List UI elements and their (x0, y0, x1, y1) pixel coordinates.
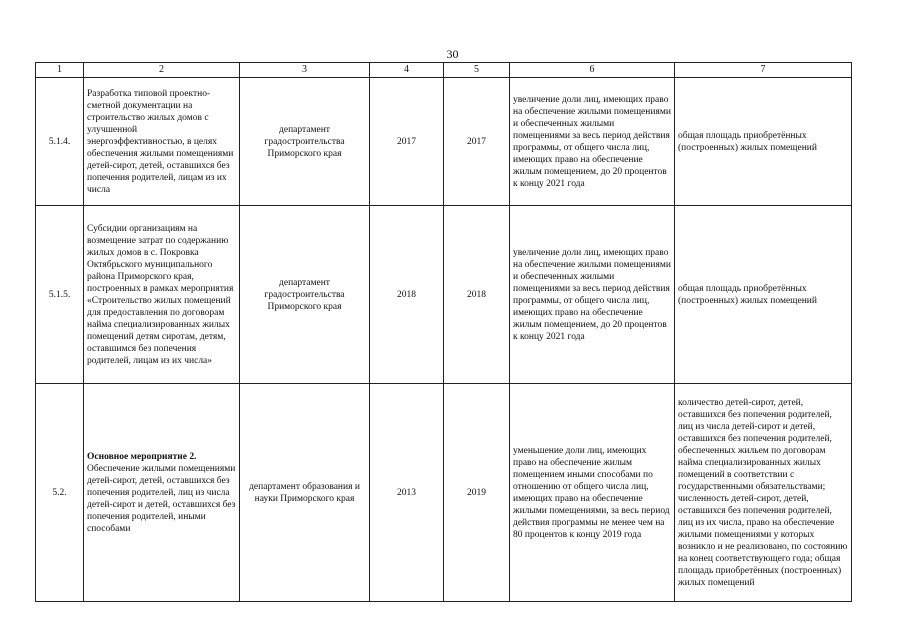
column-number-row (36, 63, 852, 78)
row-number: 5.1.4. (36, 78, 84, 206)
column-number: 2 (84, 63, 240, 78)
expected-result: уменьшение доли лиц, имеющих право на обеспечение жилым помещением иными способами по отношению от общего числа лиц, имеющих право на обеспечение жилыми помещениями, за весь период действия программы не менее чем на 80 процентов к концу 2019 года (510, 384, 675, 602)
table-row (36, 206, 852, 384)
measure-description (84, 206, 240, 384)
page-number: 30 (446, 47, 459, 61)
expected-result: увеличение доли лиц, имеющих право на обеспечение жилыми помещениями и обеспеченных жилыми помещениями за весь период действия программы, от общего числа лиц, имеющих право на обеспечение жилым помещением, до 20 процентов к концу 2021 года (510, 78, 675, 206)
table-row (36, 384, 852, 602)
year-end: 2018 (444, 206, 510, 384)
measure-description-text: Разработка типовой проектно-сметной документации на строительство жилых домов с улучшенной энергоэффективностью, в целях обеспечения жилыми помещениями детей-сирот, детей, оставшихся без попечения родителей, лицам из их числа (87, 88, 234, 195)
executor: департамент градостроительства Приморского края (240, 206, 370, 384)
year-end: 2019 (444, 384, 510, 602)
column-number: 5 (444, 63, 510, 78)
program-table (35, 62, 852, 602)
indicator: количество детей-сирот, детей, оставшихся без попечения родителей, лиц из числа детей-сирот и детей, оставшихся без попечения родителей, обеспеченных жильем по договорам найма специализированных жилых помещений в соответствии с государственными обязательствами; численность детей-сирот, детей, оставшихся без попечения родителей, лиц из их числа, право на обеспечение жилыми помещениями у которых возникло и не реализовано, по состоянию на конец соответствующего года; общая площадь приобретённых (построенных) жилых помещений (675, 384, 852, 602)
year-start: 2018 (370, 206, 444, 384)
year-end: 2017 (444, 78, 510, 206)
measure-description-text: Субсидии организациям на возмещение затрат по содержанию жилых домов в с. Покровка Октябрьского муниципального района Приморского края, построенных в рамках мероприятия «Строительство жилых помещений для предоставления по договорам найма специализированных жилых помещений детям сиротам, детям, оставшимся без попечения родителей, лицам из их числа» (87, 223, 234, 366)
indicator: общая площадь приобретённых (построенных) жилых помещений (675, 206, 852, 384)
measure-description-text: Обеспечение жилыми помещениями детей-сирот, детей, оставшихся без попечения родителей, лиц из числа детей-сирот и детей, оставшихся без попечения родителей, иными способами (87, 463, 236, 534)
expected-result: увеличение доли лиц, имеющих право на обеспечение жилыми помещениями и обеспеченных жилыми помещениями за весь период действия программы, от общего числа лиц, имеющих право на обеспечение жилым помещением, до 20 процентов к концу 2021 года (510, 206, 675, 384)
year-start: 2013 (370, 384, 444, 602)
column-number: 4 (370, 63, 444, 78)
column-number: 3 (240, 63, 370, 78)
table-row (36, 78, 852, 206)
row-number: 5.1.5. (36, 206, 84, 384)
column-number: 6 (510, 63, 675, 78)
column-number: 1 (36, 63, 84, 78)
year-start: 2017 (370, 78, 444, 206)
measure-title: Основное мероприятие 2. (87, 451, 197, 462)
executor: департамент образования и науки Приморского края (240, 384, 370, 602)
row-number: 5.2. (36, 384, 84, 602)
executor: департамент градостроительства Приморского края (240, 78, 370, 206)
indicator: общая площадь приобретённых (построенных) жилых помещений (675, 78, 852, 206)
measure-description (84, 384, 240, 602)
measure-description (84, 78, 240, 206)
column-number: 7 (675, 63, 852, 78)
